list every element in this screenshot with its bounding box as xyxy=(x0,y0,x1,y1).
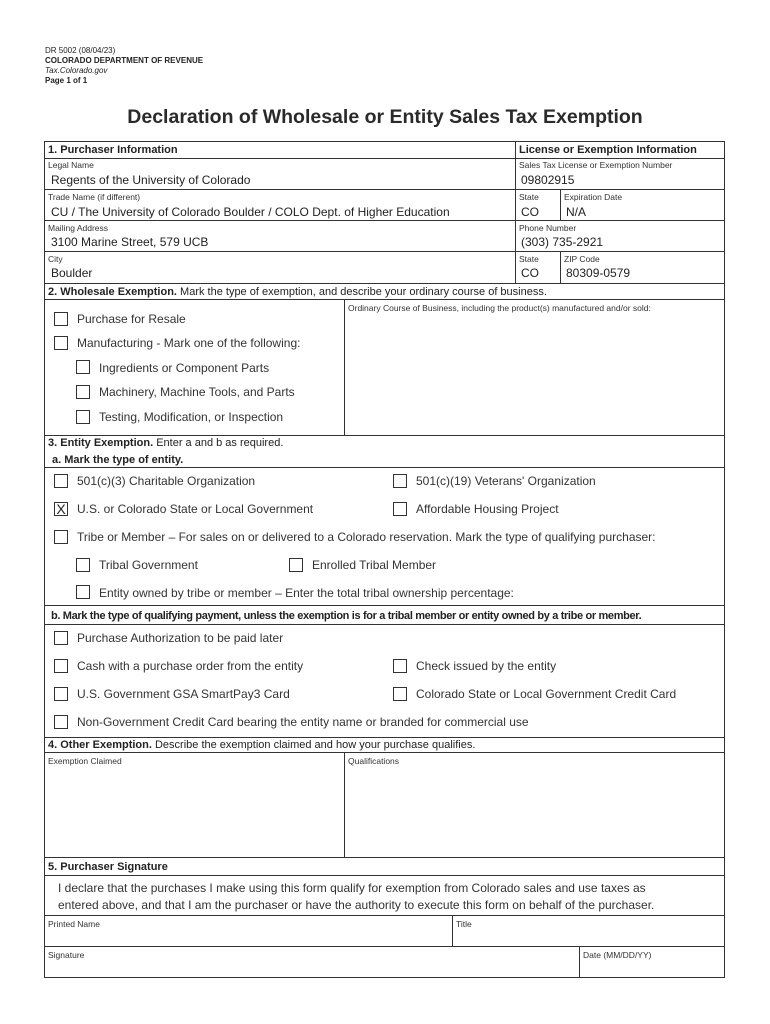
section1-heading: 1. Purchaser Information xyxy=(48,144,178,156)
divider xyxy=(44,752,725,753)
tribal-member-checkbox[interactable] xyxy=(289,558,303,572)
tribal-member-label: Enrolled Tribal Member xyxy=(312,558,437,572)
tribal-entity-label: Entity owned by tribe or member – Enter the total tribal ownership percentage: xyxy=(99,586,514,600)
divider xyxy=(44,915,725,916)
non-gov-card-label: Non-Government Credit Card bearing the entity name or branded for commercial use xyxy=(77,715,529,729)
department-name: COLORADO DEPARTMENT OF REVENUE xyxy=(45,56,204,65)
testing-label: Testing, Modification, or Inspection xyxy=(99,410,284,424)
signature-field[interactable] xyxy=(45,961,578,977)
license-state-label: State xyxy=(519,192,539,202)
signature-label: Signature xyxy=(48,950,85,960)
section5-heading: 5. Purchaser Signature xyxy=(48,861,168,873)
co-card-checkbox[interactable] xyxy=(393,687,407,701)
divider xyxy=(44,283,725,284)
payment-type-heading: b. Mark the type of qualifying payment, unless the exemption is for a tribal member or entity owned by a tribe or member. xyxy=(51,610,642,622)
government-checkbox[interactable]: X xyxy=(54,502,68,516)
form-id: DR 5002 (08/04/23) xyxy=(45,46,116,55)
ordinary-course-label: Ordinary Course of Business, including the product(s) manufactured and/or sold: xyxy=(348,303,651,313)
section4-heading: 4. Other Exemption. Describe the exemption claimed and how your purchase qualifies. xyxy=(48,739,476,751)
declaration-line: entered above, and that I am the purchaser or have the authority to execute this form on behalf of the purchaser. xyxy=(58,898,655,912)
tribe-checkbox[interactable] xyxy=(54,530,68,544)
machinery-label: Machinery, Machine Tools, and Parts xyxy=(99,385,295,399)
phone-label: Phone Number xyxy=(519,223,577,233)
divider xyxy=(44,299,725,300)
license-number-label: Sales Tax License or Exemption Number xyxy=(519,160,673,170)
divider xyxy=(44,946,725,947)
machinery-checkbox[interactable] xyxy=(76,385,90,399)
tribal-government-checkbox[interactable] xyxy=(76,558,90,572)
license-number-field[interactable]: 09802915 xyxy=(521,173,575,187)
section2-heading: 2. Wholesale Exemption. Mark the type of exemption, and describe your ordinary course of business. xyxy=(48,286,547,298)
state-label: State xyxy=(519,254,539,264)
cash-label: Cash with a purchase order from the entity xyxy=(77,659,304,673)
website: Tax.Colorado.gov xyxy=(45,66,108,75)
exemption-claimed-label: Exemption Claimed xyxy=(48,756,122,766)
divider xyxy=(44,220,725,221)
zip-field[interactable]: 80309-0579 xyxy=(566,266,631,280)
non-gov-card-checkbox[interactable] xyxy=(54,715,68,729)
city-label: City xyxy=(48,254,63,264)
veterans-label: 501(c)(19) Veterans' Organization xyxy=(416,474,596,488)
manufacturing-label: Manufacturing - Mark one of the following: xyxy=(77,336,301,350)
check-label: Check issued by the entity xyxy=(416,659,557,673)
divider xyxy=(44,158,725,159)
printed-name-label: Printed Name xyxy=(48,919,100,929)
qualifications-label: Qualifications xyxy=(348,756,400,766)
title-field[interactable] xyxy=(453,930,724,945)
purchase-auth-label: Purchase Authorization to be paid later xyxy=(77,631,284,645)
check-checkbox[interactable] xyxy=(393,659,407,673)
divider xyxy=(515,141,516,283)
manufacturing-checkbox[interactable] xyxy=(54,336,68,350)
city-field[interactable]: Boulder xyxy=(51,266,93,280)
phone-field[interactable]: (303) 735-2921 xyxy=(521,235,604,249)
divider xyxy=(560,251,561,283)
page-number: Page 1 of 1 xyxy=(45,76,88,85)
government-label: U.S. or Colorado State or Local Government xyxy=(77,502,314,516)
divider xyxy=(44,624,725,625)
divider xyxy=(44,605,725,606)
license-state-field[interactable]: CO xyxy=(521,205,539,219)
divider xyxy=(44,857,725,858)
license-heading: License or Exemption Information xyxy=(519,144,697,156)
trade-name-field[interactable]: CU / The University of Colorado Boulder / COLO Dept. of Higher Education xyxy=(51,205,450,219)
date-field[interactable] xyxy=(580,961,724,977)
purchase-auth-checkbox[interactable] xyxy=(54,631,68,645)
divider xyxy=(44,189,725,190)
legal-name-label: Legal Name xyxy=(48,160,94,170)
tribe-label: Tribe or Member – For sales on or delivered to a Colorado reservation. Mark the type of qualifying purchaser: xyxy=(77,530,656,544)
gsa-label: U.S. Government GSA SmartPay3 Card xyxy=(77,687,290,701)
qualifications-field[interactable] xyxy=(345,767,724,856)
title-label: Title xyxy=(456,919,472,929)
co-card-label: Colorado State or Local Government Credit Card xyxy=(416,687,677,701)
housing-label: Affordable Housing Project xyxy=(416,502,559,516)
testing-checkbox[interactable] xyxy=(76,410,90,424)
ingredients-checkbox[interactable] xyxy=(76,360,90,374)
charitable-checkbox[interactable] xyxy=(54,474,68,488)
exemption-claimed-field[interactable] xyxy=(45,767,343,856)
divider xyxy=(44,435,725,436)
divider xyxy=(344,299,345,435)
cash-checkbox[interactable] xyxy=(54,659,68,673)
tribal-entity-checkbox[interactable] xyxy=(76,585,90,599)
divider xyxy=(44,467,725,468)
mailing-address-field[interactable]: 3100 Marine Street, 579 UCB xyxy=(51,235,209,249)
page-title: Declaration of Wholesale or Entity Sales Tax Exemption xyxy=(127,106,643,128)
veterans-checkbox[interactable] xyxy=(393,474,407,488)
expiration-label: Expiration Date xyxy=(564,192,623,202)
housing-checkbox[interactable] xyxy=(393,502,407,516)
divider xyxy=(560,189,561,220)
state-field[interactable]: CO xyxy=(521,266,539,280)
divider xyxy=(44,875,725,876)
ingredients-label: Ingredients or Component Parts xyxy=(99,361,270,375)
resale-label: Purchase for Resale xyxy=(77,312,186,326)
tribal-government-label: Tribal Government xyxy=(99,558,198,572)
expiration-field[interactable]: N/A xyxy=(566,205,587,219)
legal-name-field[interactable]: Regents of the University of Colorado xyxy=(51,173,251,187)
declaration-line: I declare that the purchases I make using this form qualify for exemption from Colorado sales and use taxes as xyxy=(58,881,646,895)
divider xyxy=(44,737,725,738)
date-label: Date (MM/DD/YY) xyxy=(583,950,652,960)
charitable-label: 501(c)(3) Charitable Organization xyxy=(77,474,256,488)
divider xyxy=(44,251,725,252)
gsa-checkbox[interactable] xyxy=(54,687,68,701)
declaration-text xyxy=(58,880,654,914)
mailing-address-label: Mailing Address xyxy=(48,223,109,233)
trade-name-label: Trade Name (if different) xyxy=(48,192,141,202)
section3-heading: 3. Entity Exemption. Enter a and b as required. xyxy=(48,437,284,449)
entity-type-heading: a. Mark the type of entity. xyxy=(52,454,184,466)
zip-label: ZIP Code xyxy=(564,254,600,264)
printed-name-field[interactable] xyxy=(45,930,451,945)
resale-checkbox[interactable] xyxy=(54,312,68,326)
